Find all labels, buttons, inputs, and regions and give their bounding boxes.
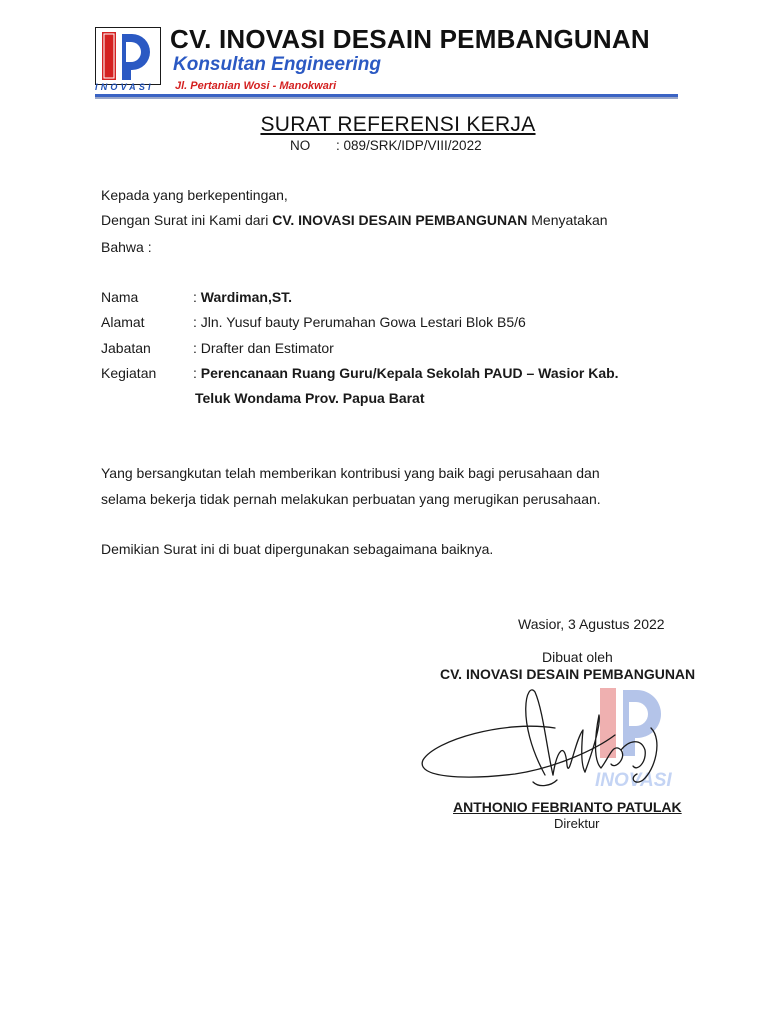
stamp-text: INOVASI [595, 770, 672, 791]
activity-field: : Perencanaan Ruang Guru/Kepala Sekolah PAUD – Wasior Kab. [193, 365, 619, 381]
activity-label: Kegiatan [101, 365, 157, 381]
intro-company: CV. INOVASI DESAIN PEMBANGUNAN [272, 212, 528, 228]
signature-area [415, 680, 705, 810]
address-value: : Jln. Yusuf bauty Perumahan Gowa Lestari Blok B5/6 [193, 314, 526, 330]
intro-line-2: Bahwa : [101, 239, 152, 255]
company-logo [95, 27, 161, 85]
letter-number-label: NO [290, 138, 311, 153]
company-name: CV. INOVASI DESAIN PEMBANGUNAN [170, 24, 650, 54]
address-label: Alamat [101, 314, 145, 330]
greeting: Kepada yang berkepentingan, [101, 187, 288, 203]
logo-text: INOVASI [95, 82, 154, 92]
signature-icon [415, 680, 705, 810]
body-line-2: selama bekerja tidak pernah melakukan perbuatan yang merugikan perusahaan. [101, 491, 601, 507]
signatory-title: Direktur [554, 816, 600, 831]
made-by-company: CV. INOVASI DESAIN PEMBANGUNAN [440, 666, 696, 682]
name-label: Nama [101, 289, 139, 305]
company-address: Jl. Pertanian Wosi - Manokwari [175, 80, 337, 92]
intro-line [101, 213, 608, 227]
intro-suffix: Menyatakan [531, 212, 608, 228]
signatory-name: ANTHONIO FEBRIANTO PATULAK [453, 799, 682, 815]
activity-value-line1: Perencanaan Ruang Guru/Kepala Sekolah PAUD – Wasior Kab. [200, 365, 619, 381]
body-line-1: Yang bersangkutan telah memberikan kontribusi yang baik bagi perusahaan dan [101, 465, 600, 481]
position-label: Jabatan [101, 340, 151, 356]
intro-prefix: Dengan Surat ini Kami dari [101, 212, 269, 228]
position-value: : Drafter dan Estimator [193, 340, 334, 356]
activity-value-line2: Teluk Wondama Prov. Papua Barat [195, 390, 425, 406]
letter-number [290, 138, 482, 153]
made-by-label: Dibuat oleh [542, 649, 613, 665]
place-date: Wasior, 3 Agustus 2022 [518, 616, 665, 632]
logo-icon [96, 28, 160, 84]
letterhead-divider-shadow [95, 97, 678, 99]
name-value: Wardiman,ST. [200, 289, 293, 305]
company-subtitle: Konsultan Engineering [173, 54, 381, 75]
letter-title: SURAT REFERENSI KERJA [260, 113, 536, 136]
letter-number-value: : 089/SRK/IDP/VIII/2022 [336, 138, 482, 153]
closing-line: Demikian Surat ini di buat dipergunakan sebagaimana baiknya. [101, 541, 494, 557]
name-field: : Wardiman,ST. [193, 289, 293, 305]
